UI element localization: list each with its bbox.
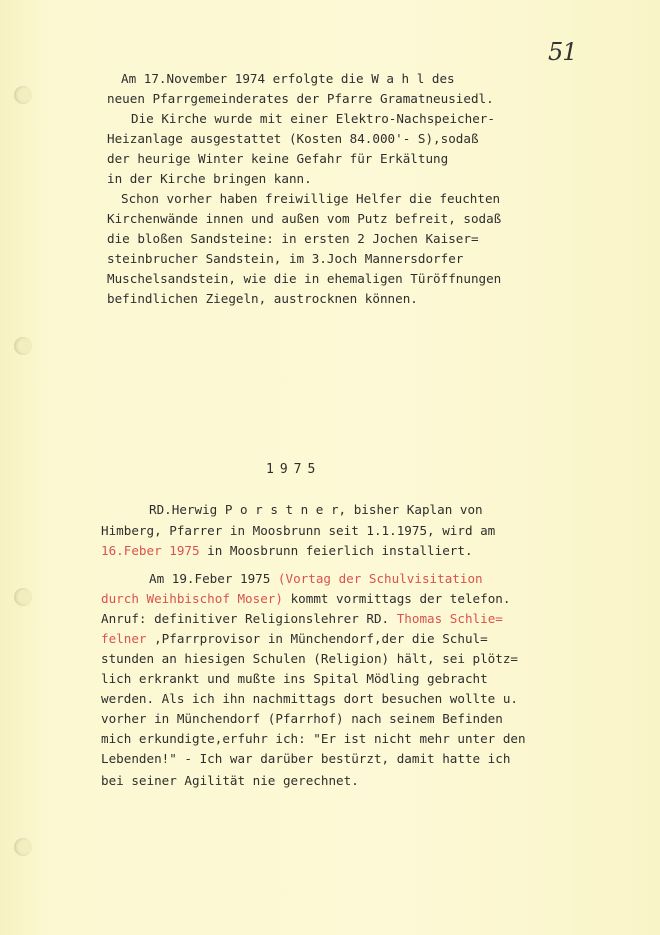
text-line: in der Kirche bringen kann. xyxy=(107,171,312,186)
text-line: Heizanlage ausgestattet (Kosten 84.000'- S),sodaß xyxy=(107,131,479,146)
text-line: der heurige Winter keine Gefahr für Erkältung xyxy=(107,151,449,166)
text-line: bei seiner Agilität nie gerechnet. xyxy=(101,773,359,788)
text-line: Schon vorher haben freiwillige Helfer die feuchten xyxy=(121,191,501,206)
text-line: befindlichen Ziegeln, austrocknen können. xyxy=(107,291,418,306)
highlighted-text: (Vortag der Schulvisitation xyxy=(277,571,483,586)
text-line: Die Kirche wurde mit einer Elektro-Nachspeicher- xyxy=(131,111,495,126)
text-line xyxy=(101,541,473,561)
text-line: werden. Als ich ihn nachmittags dort besuchen wollte u. xyxy=(101,691,519,706)
highlighted-name: felner xyxy=(101,631,147,646)
text-line: Kirchenwände innen und außen vom Putz befreit, sodaß xyxy=(107,211,502,226)
punch-hole-lower-middle xyxy=(14,588,32,606)
text-line: RD.Herwig P o r s t n e r, bisher Kaplan von xyxy=(149,502,483,517)
text-segment: Am 19.Feber 1975 xyxy=(149,571,278,586)
year-heading: 1975 xyxy=(266,462,322,477)
text-line: Himberg, Pfarrer in Moosbrunn seit 1.1.1975, wird am xyxy=(101,523,496,538)
text-line: vorher in Münchendorf (Pfarrhof) nach seinem Befinden xyxy=(101,711,503,726)
highlighted-text: durch Weihbischof Moser) xyxy=(101,591,283,606)
page-number: 51 xyxy=(548,38,577,66)
text-line: neuen Pfarrgemeinderates der Pfarre Gramatneusiedl. xyxy=(107,91,494,106)
text-line: Muschelsandstein, wie die in ehemaligen Türöffnungen xyxy=(107,271,502,286)
highlighted-date: 16.Feber 1975 xyxy=(101,543,200,558)
text-segment: kommt vormittags der telefon. xyxy=(282,591,511,606)
text-line: steinbrucher Sandstein, im 3.Joch Mannersdorfer xyxy=(107,251,464,266)
text-line: stunden an hiesigen Schulen (Religion) hält, sei plötz= xyxy=(101,651,519,666)
text-line: Lebenden!" - Ich war darüber bestürzt, damit hatte ich xyxy=(101,751,511,766)
text-segment: Anruf: definitiver Religionslehrer RD. xyxy=(101,611,397,626)
text-line xyxy=(101,609,503,629)
text-line: die bloßen Sandsteine: in ersten 2 Jochen Kaiser= xyxy=(107,231,479,246)
text-segment: in Moosbrunn feierlich installiert. xyxy=(199,543,473,558)
text-line xyxy=(101,589,510,609)
text-line xyxy=(101,629,488,649)
punch-hole-bottom xyxy=(14,838,32,856)
text-line: Am 17.November 1974 erfolgte die W a h l des xyxy=(121,71,455,86)
highlighted-name: Thomas Schlie= xyxy=(396,611,503,626)
punch-hole-top xyxy=(14,86,32,104)
text-segment: ,Pfarrprovisor in Münchendorf,der die Schul= xyxy=(146,631,488,646)
punch-hole-upper-middle xyxy=(14,337,32,355)
text-line: mich erkundigte,erfuhr ich: "Er ist nicht mehr unter den xyxy=(101,731,526,746)
text-line xyxy=(149,569,483,589)
text-line: lich erkrankt und mußte ins Spital Mödling gebracht xyxy=(101,671,488,686)
